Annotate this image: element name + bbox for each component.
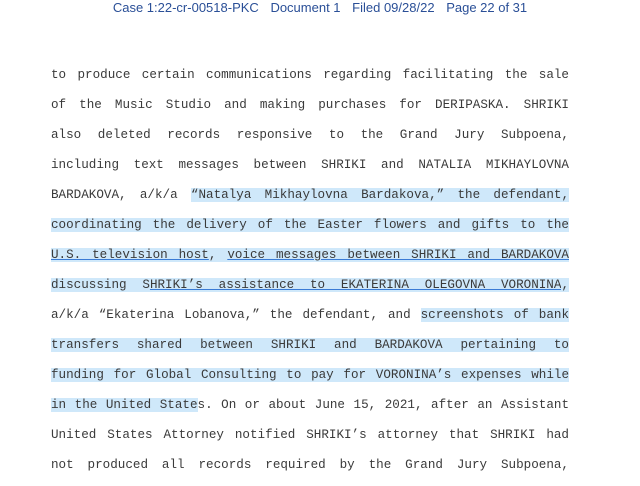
highlighted-text: HRIKI’s assistance to EKATERINA OLEGOVNA VORONINA <box>149 278 562 292</box>
text-line <box>51 366 569 396</box>
highlighted-text: voice messages between SHRIKI and BARDAKOVA <box>227 248 569 262</box>
text-line <box>51 426 569 456</box>
highlighted-text: coordinating the delivery of the Easter flowers and gifts to the <box>51 218 569 232</box>
text-line <box>51 186 569 216</box>
text-segment: not produced all records required by the Grand Jury Subpoena, <box>51 458 569 472</box>
text-line <box>51 276 569 306</box>
text-segment: of the Music Studio and making purchases for DERIPASKA. SHRIKI <box>51 98 569 112</box>
case-number: Case 1:22-cr-00518-PKC <box>112 0 259 15</box>
highlighted-text: transfers shared between SHRIKI and BARDAKOVA pertaining to <box>51 338 569 352</box>
text-line <box>51 456 569 486</box>
text-line <box>51 396 569 426</box>
highlighted-text: , <box>208 248 228 262</box>
document-body <box>51 66 569 486</box>
highlighted-text: funding for Global Consulting to pay for VORONINA’s expenses while <box>51 368 569 382</box>
text-line <box>51 96 569 126</box>
page-number: Page 22 of 31 <box>446 0 528 15</box>
text-line <box>51 156 569 186</box>
text-segment: a/k/a “Ekaterina Lobanova,” the defendant, and <box>51 308 421 322</box>
text-segment: s. On or about June 15, 2021, after an Assistant <box>197 398 570 412</box>
text-line <box>51 246 569 276</box>
highlighted-text: screenshots of bank <box>420 308 570 322</box>
text-segment: United States Attorney notified SHRIKI’s attorney that SHRIKI had <box>51 428 569 442</box>
highlighted-text: , <box>561 278 569 292</box>
text-segment: to produce certain communications regarding facilitating the sale <box>51 68 569 82</box>
filed-date: Filed 09/28/22 <box>352 0 435 15</box>
text-segment: including text messages between SHRIKI and NATALIA MIKHAYLOVNA <box>51 158 569 172</box>
text-line <box>51 306 569 336</box>
text-line <box>51 126 569 156</box>
text-line <box>51 336 569 366</box>
text-segment: BARDAKOVA, a/k/a <box>51 188 191 202</box>
text-segment: also deleted records responsive to the Grand Jury Subpoena, <box>51 128 569 142</box>
highlighted-text: U.S. television host <box>51 248 209 262</box>
case-header <box>0 0 640 16</box>
text-line <box>51 66 569 96</box>
highlighted-text: discussing S <box>51 278 150 292</box>
highlighted-text: in the United State <box>51 398 198 412</box>
document-number: Document 1 <box>270 0 341 15</box>
text-line <box>51 216 569 246</box>
highlighted-text: “Natalya Mikhaylovna Bardakova,” the defendant, <box>190 188 569 202</box>
